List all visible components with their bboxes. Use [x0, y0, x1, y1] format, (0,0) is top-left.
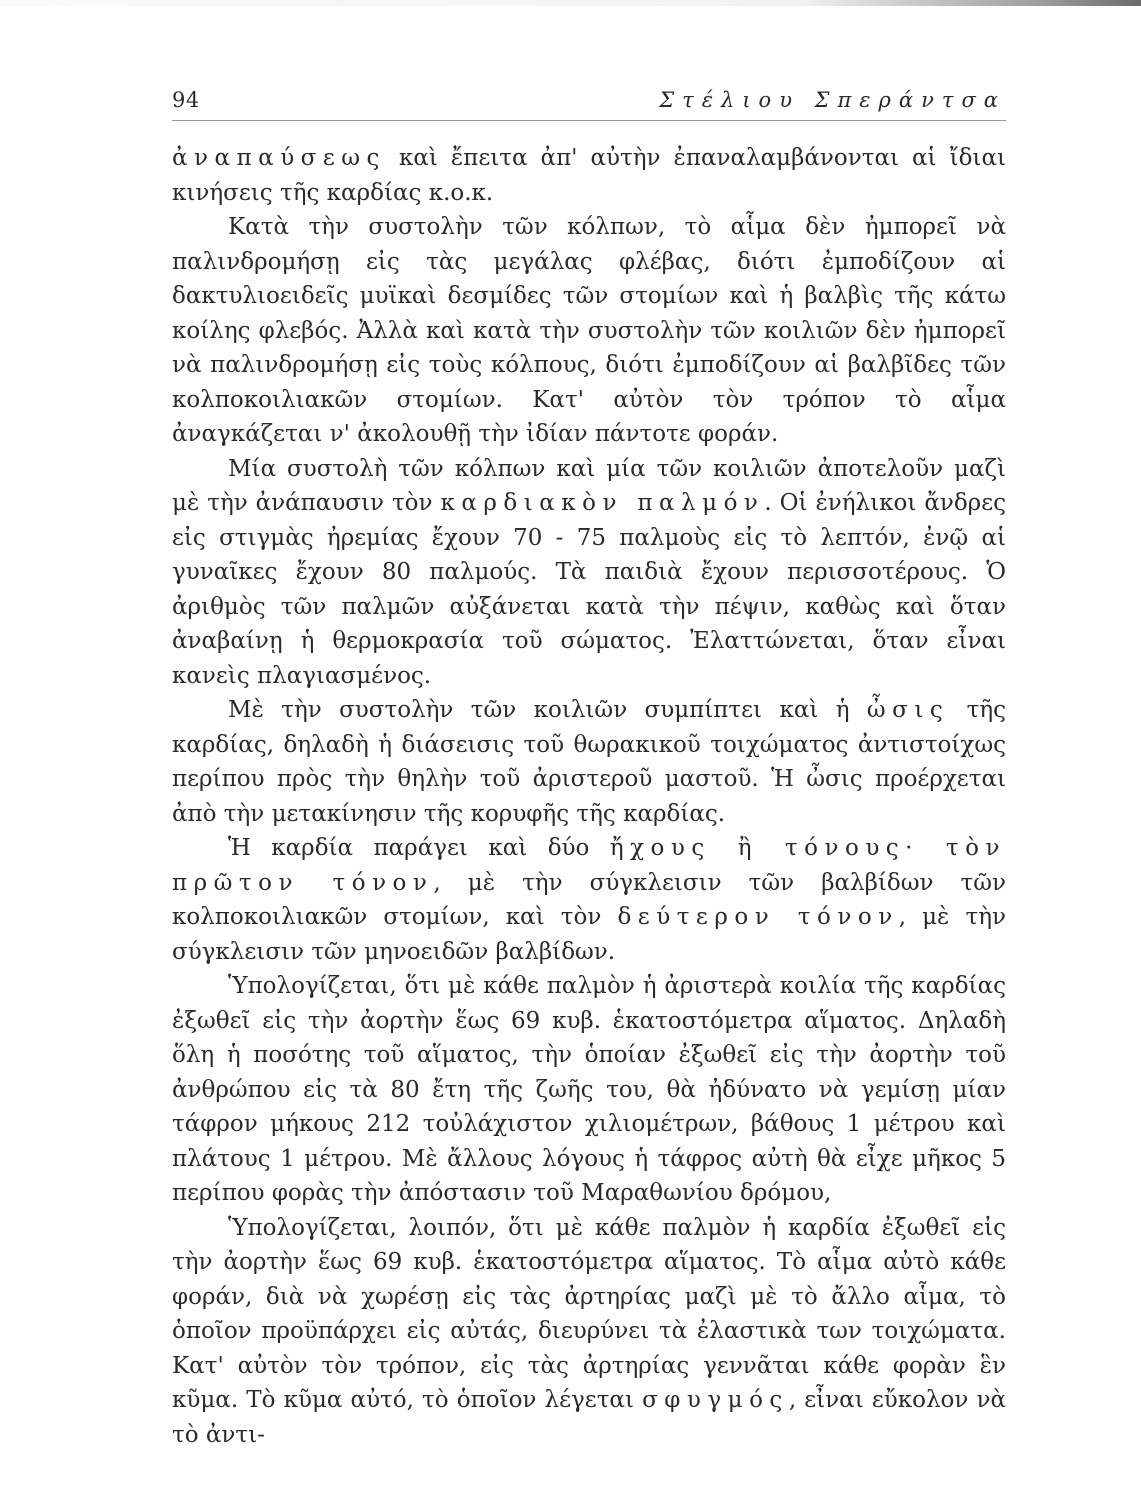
paragraph-4 — [172, 693, 1006, 831]
scan-top-edge — [0, 0, 1141, 6]
paragraph-text: , μὲ τὴν σύγκλεισιν τῶν μηνοειδῶν βαλβίδων. — [172, 904, 1006, 965]
paragraph-1 — [172, 141, 1006, 210]
body-text — [172, 141, 1006, 1452]
paragraph-5 — [172, 831, 1006, 969]
paragraph-text: , μὲ τὴν σύγκλεισιν τῶν βαλβίδων τῶν κολποκοιλιακῶν στομίων, καὶ τὸν — [172, 869, 1007, 930]
paragraph-3 — [172, 452, 1006, 694]
paragraph-text: Μία συστολὴ τῶν κόλπων καὶ μία τῶν κοιλιῶν ἀποτελοῦν μαζὶ μὲ τὴν ἀνάπαυσιν τὸν — [172, 455, 1006, 516]
paragraph-text: , εἶναι εὔκολον νὰ τὸ ἀντι- — [172, 1387, 1006, 1448]
paragraph-text: Μὲ τὴν συστολὴν τῶν κοιλιῶν συμπίπτει καὶ ἡ — [228, 697, 867, 723]
paragraph-6 — [172, 969, 1006, 1211]
paragraph-text: Ὑπολογίζεται, ὅτι μὲ κάθε παλμὸν ἡ ἀριστερὰ κοιλία τῆς καρδίας ἐξωθεῖ εἰς τὴν ἀορτὴν ἕως 69 κυβ. ἑκατοστόμετρα αἵματος. Δηλαδὴ ὅλη ἡ ποσότης τοῦ αἵματος, τὴν ὁποίαν ἐξωθεῖ εἰς τὴν ἀορτὴν τοῦ ἀνθρώπου εἰς τὰ 80 ἔτη τῆς ζωῆς του, θὰ ἠδύνατο νὰ γεμίσῃ μίαν τάφρον μήκους 212 τοὐλάχιστον χιλιομέτρων, βάθους 1 μέτρου καὶ πλάτους 1 μέτρου. Μὲ ἄλλους λόγους ἡ τάφρος αὐτὴ θὰ εἶχε μῆκος 5 περίπου φορὰς τὴν ἀπόστασιν τοῦ Μαραθωνίου δρόμου, — [172, 973, 1006, 1206]
paragraph-7 — [172, 1211, 1006, 1453]
page-header — [172, 86, 1006, 118]
paragraph-text: Κατὰ τὴν συστολὴν τῶν κόλπων, τὸ αἷμα δὲν ἠμπορεῖ νὰ παλινδρομήσῃ εἰς τὰς μεγάλας φλέβας, διότι ἐμποδίζουν αἱ δακτυλιοειδεῖς μυϊκαὶ δεσμίδες τῶν στομίων καὶ ἡ βαλβὶς τῆς κάτω κοίλης φλεβός. Ἀλλὰ καὶ κατὰ τὴν συστολὴν τῶν κοιλιῶν δὲν ἠμπορεῖ νὰ παλινδρομήσῃ εἰς τοὺς κόλπους, διότι ἐμποδίζουν αἱ βαλβῖδες τῶν κολποκοιλιακῶν στομίων. Κατ' αὐτὸν τὸν τρόπον τὸ αἷμα ἀναγκάζεται ν' ἀκολουθῇ τὴν ἰδίαν πάντοτε φοράν. — [172, 214, 1006, 447]
spaced-term: καρδιακὸν παλμόν — [440, 490, 765, 516]
paragraph-2 — [172, 210, 1006, 452]
spaced-term: ἤχους ἢ τόνους· τὸν πρῶτον τόνον — [172, 835, 1006, 896]
paragraph-text: Ἡ καρδία παράγει καὶ δύο — [228, 835, 610, 861]
spaced-term: δεύτερον τόνον — [617, 904, 899, 930]
paragraph-text: Ὑπολογίζεται, λοιπόν, ὅτι μὲ κάθε παλμὸν ἡ καρδία ἐξωθεῖ εἰς τὴν ἀορτὴν ἕως 69 κυβ. ἑκατοστόμετρα αἵματος. Τὸ αἷμα αὐτὸ κάθε φοράν, διὰ νὰ χωρέσῃ εἰς τὰς ἀρτηρίας μαζὶ μὲ τὸ ἄλλο αἷμα, τὸ ὁποῖον προϋπάρχει εἰς αὐτάς, διευρύνει τὰ ἐλαστικὰ των τοιχώματα. Κατ' αὐτὸν τὸν τρόπον, εἰς τὰς ἀρτηρίας γεννᾶται κάθε φορὰν ἓν κῦμα. Τὸ κῦμα αὐτό, τὸ ὁποῖον λέγεται — [172, 1214, 1006, 1413]
spaced-term: ἀναπαύσεως — [172, 145, 386, 171]
spaced-term: σφυγμός — [642, 1387, 789, 1413]
spaced-term: ὦσις — [866, 697, 950, 723]
paragraph-text: τῆς καρδίας, δηλαδὴ ἡ διάσεισις τοῦ θωρακικοῦ τοιχώματος ἀντιστοίχως περίπου πρὸς τὴν θηλὴν τοῦ ἀριστεροῦ μαστοῦ. Ἡ ὦσις προέρχεται ἀπὸ τὴν μετακίνησιν τῆς κορυφῆς τῆς καρδίας. — [172, 697, 1007, 827]
header-rule — [172, 120, 1006, 121]
paragraph-text: καὶ ἔπειτα ἀπ' αὐτὴν ἐπαναλαμβάνονται αἱ ἴδιαι κινήσεις τῆς καρδίας κ.ο.κ. — [172, 145, 1006, 206]
paragraph-text: . Οἱ ἐνήλικοι ἄνδρες εἰς στιγμὰς ἠρεμίας ἔχουν 70 - 75 παλμοὺς εἰς τὸ λεπτόν, ἐνῷ αἱ γυναῖκες ἔχουν 80 παλμούς. Τὰ παιδιὰ ἔχουν περισσοτέρους. Ὁ ἀριθμὸς τῶν παλμῶν αὐξάνεται κατὰ τὴν πέψιν, καθὼς καὶ ὅταν ἀναβαίνῃ ἡ θερμοκρασία τοῦ σώματος. Ἐλαττώνεται, ὅταν εἶναι κανεὶς πλαγιασμένος. — [172, 490, 1007, 689]
running-title: Στέλιου Σπεράντσα — [659, 88, 1006, 112]
page-number: 94 — [172, 88, 200, 112]
